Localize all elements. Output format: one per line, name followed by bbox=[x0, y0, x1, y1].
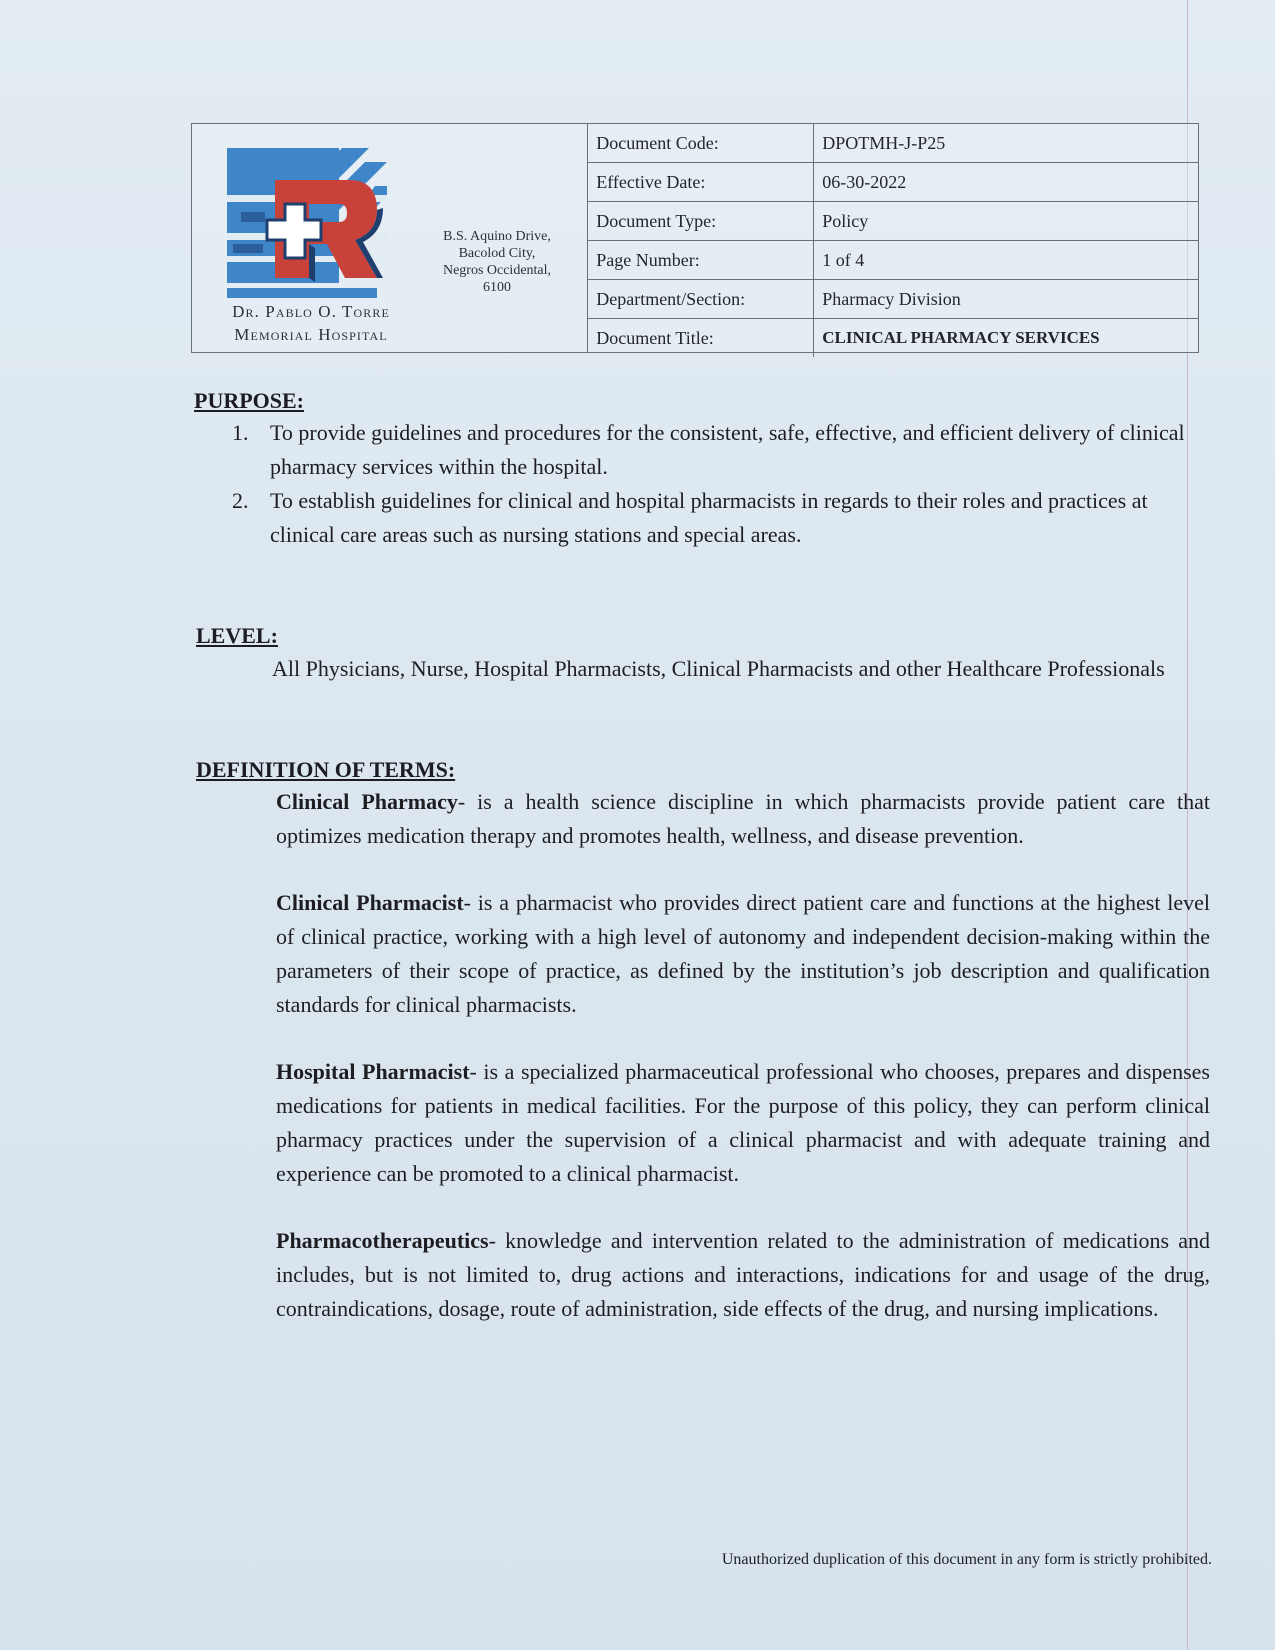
meta-label: Document Type: bbox=[588, 202, 814, 241]
definition-term: Clinical Pharmacist bbox=[276, 890, 464, 915]
meta-value: 1 of 4 bbox=[814, 241, 1198, 280]
address-line4: 6100 bbox=[483, 280, 511, 295]
definition-item bbox=[276, 1224, 1210, 1326]
footer-note: Unauthorized duplication of this document in any form is strictly prohibited. bbox=[721, 1551, 1212, 1568]
definitions-list bbox=[276, 785, 1210, 1359]
definition-text: - is a health science discipline in which pharmacists provide patient care that optimizes medication therapy and promotes health, wellness, and disease prevention. bbox=[276, 789, 1210, 848]
purpose-heading: PURPOSE: bbox=[194, 388, 304, 413]
definition-item bbox=[276, 785, 1210, 853]
hospital-name bbox=[206, 300, 416, 346]
meta-row-document-type bbox=[588, 202, 1198, 241]
definition-item bbox=[276, 886, 1210, 1022]
meta-row-document-code bbox=[588, 124, 1198, 163]
hospital-name-line1: Dr. Pablo O. Torre bbox=[232, 302, 390, 321]
purpose-item-number: 1. bbox=[232, 420, 249, 445]
meta-value: DPOTMH-J-P25 bbox=[814, 124, 1198, 163]
meta-row-page-number bbox=[588, 241, 1198, 280]
definition-text: - is a specialized pharmaceutical professional who chooses, prepares and dispenses medications for patients in medical facilities. For the purpose of this policy, they can perform clinical pharmacy practices under the supervision of a clinical pharmacist and with adequate training and experience can be promoted to a clinical pharmacist. bbox=[276, 1059, 1210, 1186]
address-line2: Bacolod City, bbox=[458, 246, 536, 261]
purpose-item bbox=[226, 484, 1206, 552]
meta-label: Document Title: bbox=[588, 319, 814, 358]
address-line3: Negros Occidental, bbox=[442, 263, 552, 278]
purpose-item-text: To establish guidelines for clinical and hospital pharmacists in regards to their roles and practices at clinical care areas such as nursing stations and special areas. bbox=[270, 488, 1148, 547]
meta-value: 06-30-2022 bbox=[814, 163, 1198, 202]
meta-row-effective-date bbox=[588, 163, 1198, 202]
purpose-item-text: To provide guidelines and procedures for the consistent, safe, effective, and efficient delivery of clinical pharmacy services within the hospital. bbox=[270, 420, 1185, 479]
meta-value: Policy bbox=[814, 202, 1198, 241]
document-header bbox=[191, 123, 1199, 353]
meta-row-department bbox=[588, 280, 1198, 319]
meta-label: Effective Date: bbox=[588, 163, 814, 202]
definition-text: - knowledge and intervention related to the administration of medications and includes, but is not limited to, drug actions and interactions, indications for and usage of the drug, contraindications, dosage, route of administration, side effects of the drug, and nursing implications. bbox=[276, 1228, 1210, 1321]
logo-block bbox=[192, 124, 588, 352]
purpose-item-number: 2. bbox=[232, 488, 249, 513]
document-meta-table bbox=[588, 124, 1198, 357]
definition-term: Hospital Pharmacist bbox=[276, 1059, 470, 1084]
definitions-heading: DEFINITION OF TERMS: bbox=[196, 757, 456, 782]
meta-value: Pharmacy Division bbox=[814, 280, 1198, 319]
definition-term: Pharmacotherapeutics bbox=[276, 1228, 489, 1253]
definition-term: Clinical Pharmacy bbox=[276, 789, 458, 814]
meta-value-document-title: CLINICAL PHARMACY SERVICES bbox=[814, 319, 1198, 358]
level-heading: LEVEL: bbox=[196, 623, 278, 648]
purpose-item bbox=[226, 416, 1206, 484]
definition-text: - is a pharmacist who provides direct patient care and functions at the highest level of clinical practice, working with a high level of autonomy and independent decision-making within the parameters of their scope of practice, as defined by the institution’s job description and qualification standards for clinical pharmacists. bbox=[276, 890, 1211, 1017]
meta-row-document-title bbox=[588, 319, 1198, 358]
purpose-list bbox=[226, 416, 1206, 552]
definition-item bbox=[276, 1055, 1210, 1191]
hospital-address bbox=[414, 228, 580, 296]
meta-label: Page Number: bbox=[588, 241, 814, 280]
hospital-logo-icon bbox=[227, 148, 387, 300]
level-text: All Physicians, Nurse, Hospital Pharmacists, Clinical Pharmacists and other Healthcare Professionals bbox=[272, 656, 1165, 681]
meta-label: Department/Section: bbox=[588, 280, 814, 319]
hospital-name-line2: Memorial Hospital bbox=[234, 325, 388, 344]
address-line1: B.S. Aquino Drive, bbox=[443, 229, 551, 244]
meta-label: Document Code: bbox=[588, 124, 814, 163]
